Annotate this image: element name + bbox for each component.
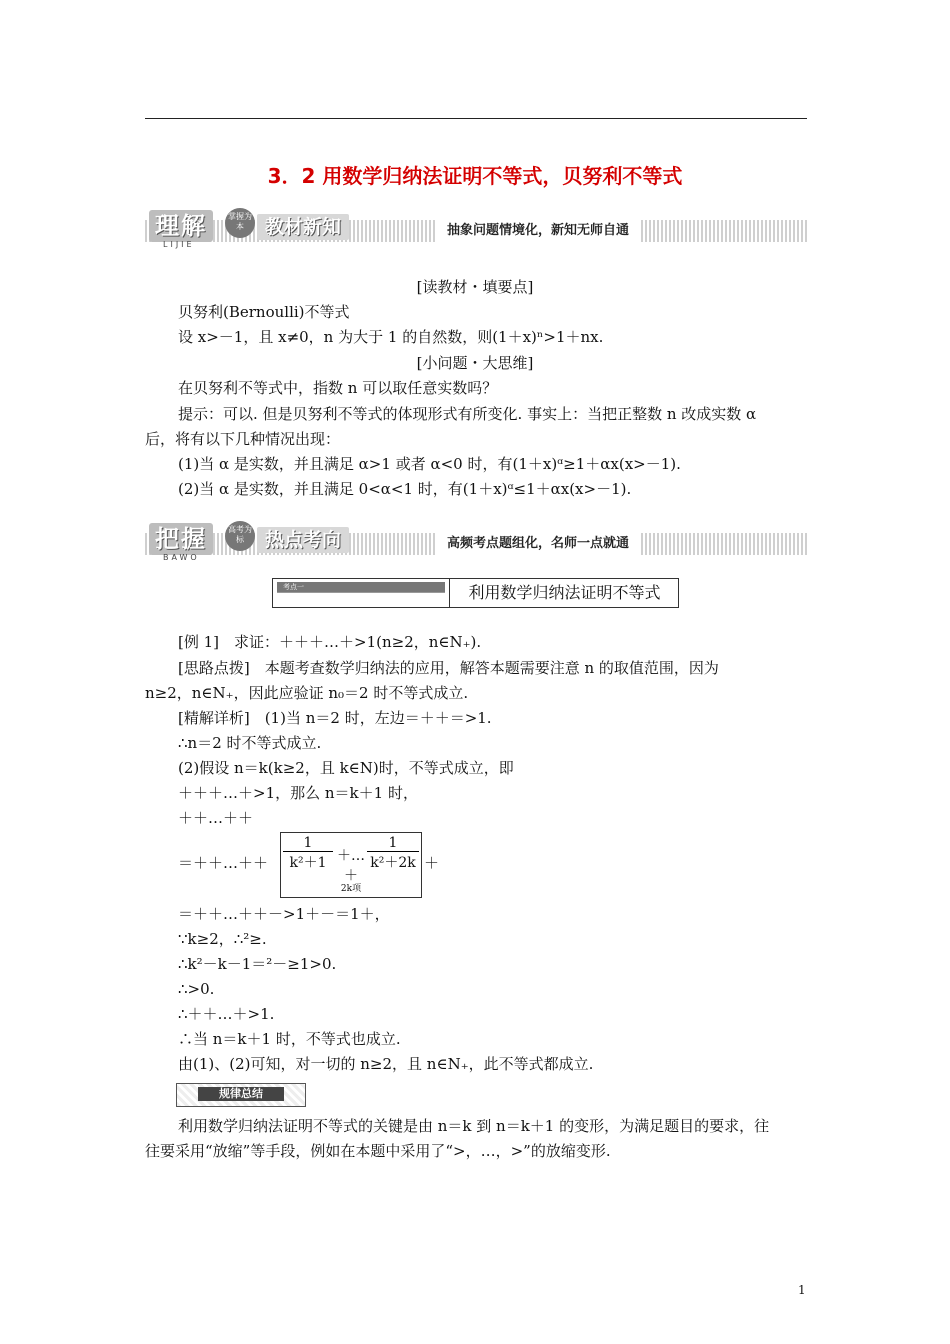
banner-pinyin: LIJIE [163, 240, 195, 249]
example-statement: [例 1] 求证：＋＋＋…＋>1(n≥2，n∈N₊). [178, 633, 482, 651]
example-line: ＝＋＋…＋＋ [178, 854, 269, 872]
banner-badge: 掌握为本 [225, 208, 255, 238]
section-banner-understand [145, 210, 807, 250]
example-line: ∴>0. [178, 980, 215, 998]
example-conclusion: 由(1)、(2)可知，对一切的 n≥2，且 n∈N₊，此不等式都成立. [178, 1055, 594, 1073]
section-banner-master [145, 523, 807, 563]
fraction: $\frac{1}{\text{k²＋1}}$ [283, 835, 333, 872]
rule-summary-tag [176, 1083, 306, 1107]
example-line: ＋＋＋…＋>1，那么 n＝k＋1 时， [178, 784, 418, 802]
topic-label: 利用数学归纳法证明不等式 [449, 579, 679, 607]
banner-pinyin: BAWO [163, 553, 200, 562]
banner-big-label: 把握 [149, 523, 213, 555]
summary-line: 利用数学归纳法证明不等式的关键是由 n＝k 到 n＝k＋1 的变形，为满足题目的要求，往 [178, 1117, 770, 1135]
topic-box [272, 578, 679, 608]
example-line: ∴＋＋…＋>1. [178, 1005, 275, 1023]
ellipsis-term: ＋…＋ [337, 848, 365, 884]
question-text: 在贝努利不等式中，指数 n 可以取任意实数吗？ [178, 379, 498, 397]
page-number: 1 [798, 1283, 806, 1297]
example-line: [精解详析] (1)当 n＝2 时，左边＝＋＋＝>1. [178, 709, 492, 727]
banner-slogan: 抽象问题情境化，新知无师自通 [437, 220, 639, 242]
example-line: n≥2，n∈N₊，因此应验证 n₀＝2 时不等式成立. [145, 684, 469, 702]
fraction: $\frac{1}{\text{k²＋2k}}$ [367, 835, 419, 872]
banner-mid-label: 热点考向 [257, 527, 349, 553]
case-2: (2)当 α 是实数，并且满足 0<α<1 时，有(1＋x)ᵅ≤1＋αx(x>－1). [178, 480, 632, 498]
banner-slogan: 高频考点题组化，名师一点就通 [437, 533, 639, 555]
fraction-group-box [280, 832, 422, 898]
banner-badge: 高考为标 [225, 521, 255, 551]
banner-big-label: 理解 [149, 210, 213, 242]
hint-text: 后，将有以下几种情况出现： [145, 430, 341, 448]
example-line: ∴当 n＝k＋1 时，不等式也成立. [178, 1030, 401, 1048]
page-title: 3．2 用数学归纳法证明不等式，贝努利不等式 [267, 164, 683, 188]
summary-line: 往要采用“放缩”等手段，例如在本题中采用了“>，…，>”的放缩变形. [145, 1142, 611, 1160]
example-line: ＋＋…＋＋ [178, 809, 254, 827]
text-line: 贝努利(Bernoulli)不等式 [178, 303, 350, 321]
example-line: (2)假设 n＝k(k≥2，且 k∈N)时，不等式成立，即 [178, 759, 514, 777]
example-line: ∵k≥2，∴²≥. [178, 930, 267, 948]
example-line: ∴n＝2 时不等式成立. [178, 734, 322, 752]
section-heading: [读教材・填要点] [416, 278, 534, 296]
example-line: ＝＋＋…＋＋－>1＋－＝1＋， [178, 905, 390, 923]
topic-tag: 考点一 [277, 582, 445, 592]
section-heading: [小问题・大思维] [416, 354, 534, 372]
brace-label: 2k项 [340, 884, 362, 894]
bernoulli-inequality: 设 x>－1，且 x≠0，n 为大于 1 的自然数，则(1＋x)ⁿ>1＋nx. [178, 328, 604, 346]
banner-mid-label: 教材新知 [257, 214, 349, 240]
case-1: (1)当 α 是实数，并且满足 α>1 或者 α<0 时，有(1＋x)ᵅ≥1＋αx(x>－1). [178, 455, 681, 473]
topic-tag-underline [277, 592, 445, 593]
example-line: [思路点拨] 本题考查数学归纳法的应用，解答本题需要注意 n 的取值范围，因为 [178, 659, 719, 677]
example-line: ∴k²－k－1＝²－≥1>0. [178, 955, 337, 973]
top-rule [145, 118, 807, 119]
hint-text: 提示：可以. 但是贝努利不等式的体现形式有所变化. 事实上：当把正整数 n 改成实数 α [178, 405, 757, 423]
example-line: ＋ [424, 854, 440, 872]
rule-summary-label: 规律总结 [198, 1087, 284, 1101]
